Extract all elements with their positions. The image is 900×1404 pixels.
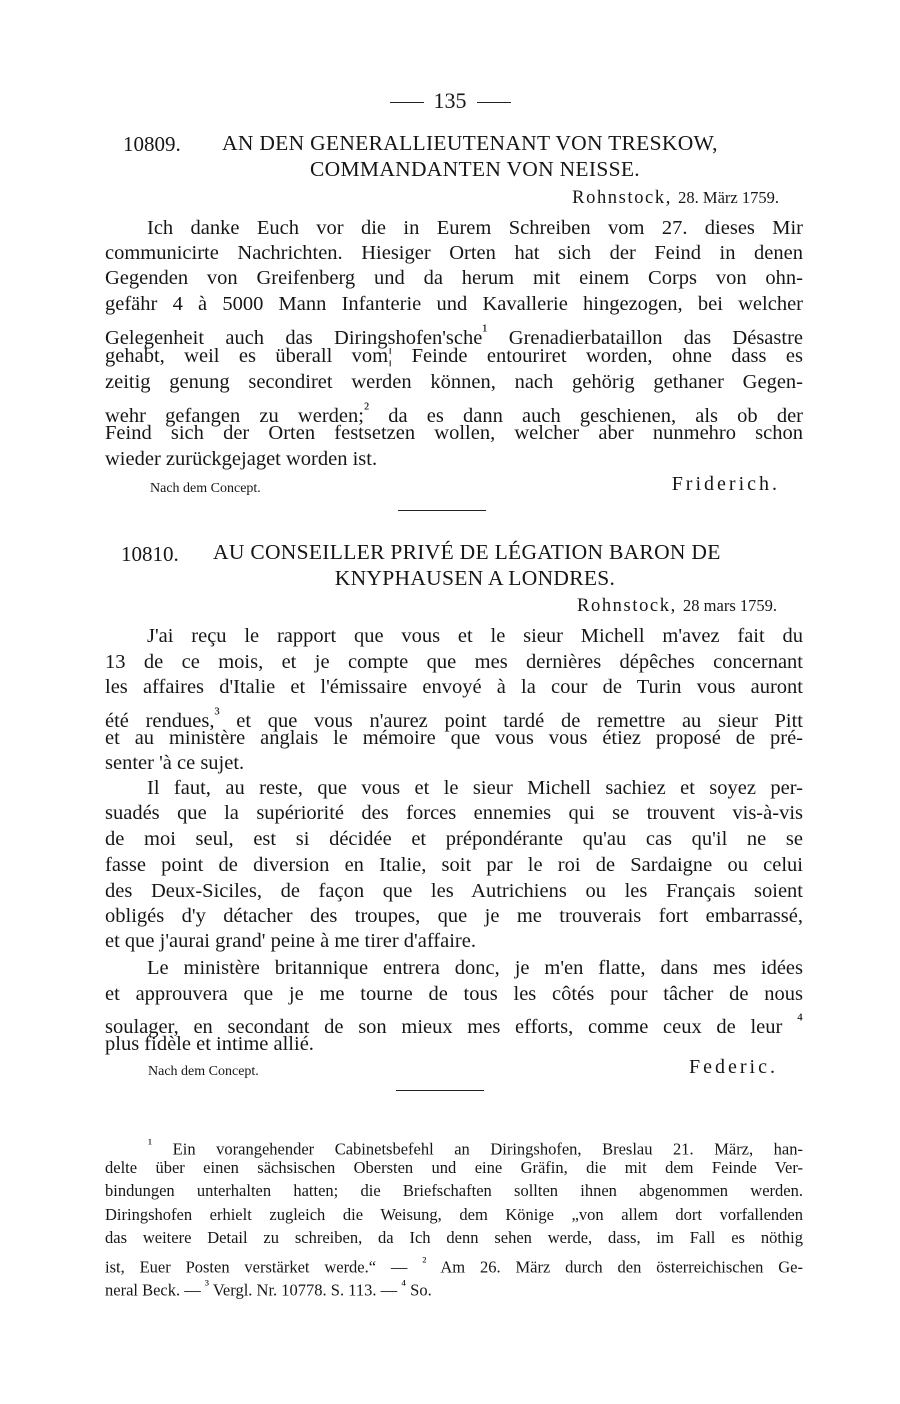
body-line: senter 'à ce sujet. xyxy=(105,752,245,774)
section-separator xyxy=(398,510,486,511)
page-number-dash-right xyxy=(477,102,511,103)
body-line: communicirte Nachrichten. Hiesiger Orten hat sich der Feind in denen xyxy=(105,242,803,264)
body-line: plus fidèle et intime allié. xyxy=(105,1033,314,1055)
page-number xyxy=(0,88,900,114)
letter-heading-line-2: KNYPHAUSEN A LONDRES. xyxy=(334,566,616,590)
footnote-line: neral Beck. — $^{^3}$ Vergl. Nr. 10778. S. 113. — $^{^4}$ So. xyxy=(105,1277,432,1300)
body-line: Il faut, au reste, que vous et le sieur Michell sachiez et soyez per- xyxy=(147,777,803,799)
body-line: wehr gefangen zu werden;$^{^2}$ da es dann auch geschienen, als ob der xyxy=(105,399,804,427)
body-line: Gelegenheit auch das Diringshofen'sche$^{^1}$ Grenadierbataillon das Désastre xyxy=(105,321,804,349)
body-line: et que j'aurai grand' peine à me tirer d'affaire. xyxy=(105,930,476,952)
footnote-line: das weitere Detail zu schreiben, da Ich denn sehen werde, dass, im Fall es nöthig xyxy=(105,1228,803,1247)
section-separator xyxy=(396,1090,484,1091)
dateline: Rohnstock, 28 mars 1759. xyxy=(577,596,777,616)
source-note: Nach dem Concept. xyxy=(150,481,261,496)
page-number-dash-left xyxy=(390,102,424,103)
body-line: zeitig genung secondiret werden können, nach gehörig gethaner Gegen- xyxy=(105,371,803,393)
letter-heading-line-1: AN DEN GENERALLIEUTENANT VON TRESKOW, xyxy=(222,131,718,155)
letter-number: 10809. xyxy=(123,132,181,156)
signature: Friderich. xyxy=(671,473,780,495)
dateline: Rohnstock, 28. März 1759. xyxy=(572,188,779,208)
body-line: Le ministère britannique entrera donc, je m'en flatte, dans mes idées xyxy=(147,957,803,979)
body-line: obligés d'y détacher des troupes, que je me trouverais fort embarrassé, xyxy=(105,905,803,927)
footnote-ref: ² xyxy=(363,399,370,418)
body-line: gehabt, weil es überall vom¦ Feinde entouriret worden, ohne dass es xyxy=(105,345,803,367)
source-note: Nach dem Concept. xyxy=(148,1064,259,1079)
footnote-ref: ⁴ xyxy=(797,1010,803,1029)
letter-number: 10810. xyxy=(121,542,179,566)
body-line: les affaires d'Italie et l'émissaire envoyé à la cour de Turin vous auront xyxy=(105,676,803,698)
footnote-line: ist, Euer Posten verstärket werde.“ — $^{^2}$ Am 26. März durch den österreichischen Ge- xyxy=(105,1254,804,1277)
footnote-line: $^{^1}$ Ein vorangehender Cabinetsbefehl an Diringshofen, Breslau 21. März, han- xyxy=(148,1136,803,1159)
body-line: 13 de ce mois, et je compte que mes dernières dépêches concernant xyxy=(105,651,803,673)
footnote-line: delte über einen sächsischen Obersten und eine Gräfin, die mit dem Feinde Ver- xyxy=(105,1158,803,1177)
body-line: wieder zurückgejaget worden ist. xyxy=(105,448,378,470)
body-line: suadés que la supériorité des forces ennemies qui se trouvent vis-à-vis xyxy=(105,802,803,824)
body-line: J'ai reçu le rapport que vous et le sieur Michell m'avez fait du xyxy=(147,625,803,647)
letter-heading-line-1: AU CONSEILLER PRIVÉ DE LÉGATION BARON DE xyxy=(213,540,721,564)
body-line: été rendues,$^{^3}$ et que vous n'aurez point tardé de remettre au sieur Pitt xyxy=(105,704,804,732)
footnote-ref: ¹ xyxy=(482,321,488,340)
body-line: de moi seul, est si décidée et prépondérante qu'au cas qu'il ne se xyxy=(105,828,803,850)
page-number-value: 135 xyxy=(433,88,467,113)
body-line: et au ministère anglais le mémoire que vous vous étiez proposé de pré- xyxy=(105,727,803,749)
body-line: gefähr 4 à 5000 Mann Infanterie und Kavallerie hingezogen, bei welcher xyxy=(105,293,803,315)
body-line: Gegenden von Greifenberg und da herum mit einem Corps von ohn- xyxy=(105,267,803,289)
body-line: et approuvera que je me tourne de tous les côtés pour tâcher de nous xyxy=(105,983,803,1005)
letter-heading-line-2: COMMANDANTEN VON NEISSE. xyxy=(310,157,640,181)
footnote-line: Diringshofen erhielt zugleich die Weisung, dem Könige „von allem dort vorfallenden xyxy=(105,1205,803,1224)
footnote-line: bindungen unterhalten hatten; die Briefschaften sollten ihnen abgenommen werden. xyxy=(105,1181,803,1200)
body-line: soulager, en secondant de son mieux mes efforts, comme ceux de leur $^{^4}$ xyxy=(105,1010,803,1038)
body-line: Feind sich der Orten festsetzen wollen, welcher aber nunmehro schon xyxy=(105,422,803,444)
body-line: fasse point de diversion en Italie, soit par le roi de Sardaigne ou celui xyxy=(105,854,803,876)
body-line: des Deux-Siciles, de façon que les Autrichiens ou les Français soient xyxy=(105,880,803,902)
signature: Federic. xyxy=(689,1056,778,1078)
body-line: Ich danke Euch vor die in Eurem Schreiben vom 27. dieses Mir xyxy=(147,217,803,239)
footnote-ref: ³ xyxy=(214,704,220,723)
